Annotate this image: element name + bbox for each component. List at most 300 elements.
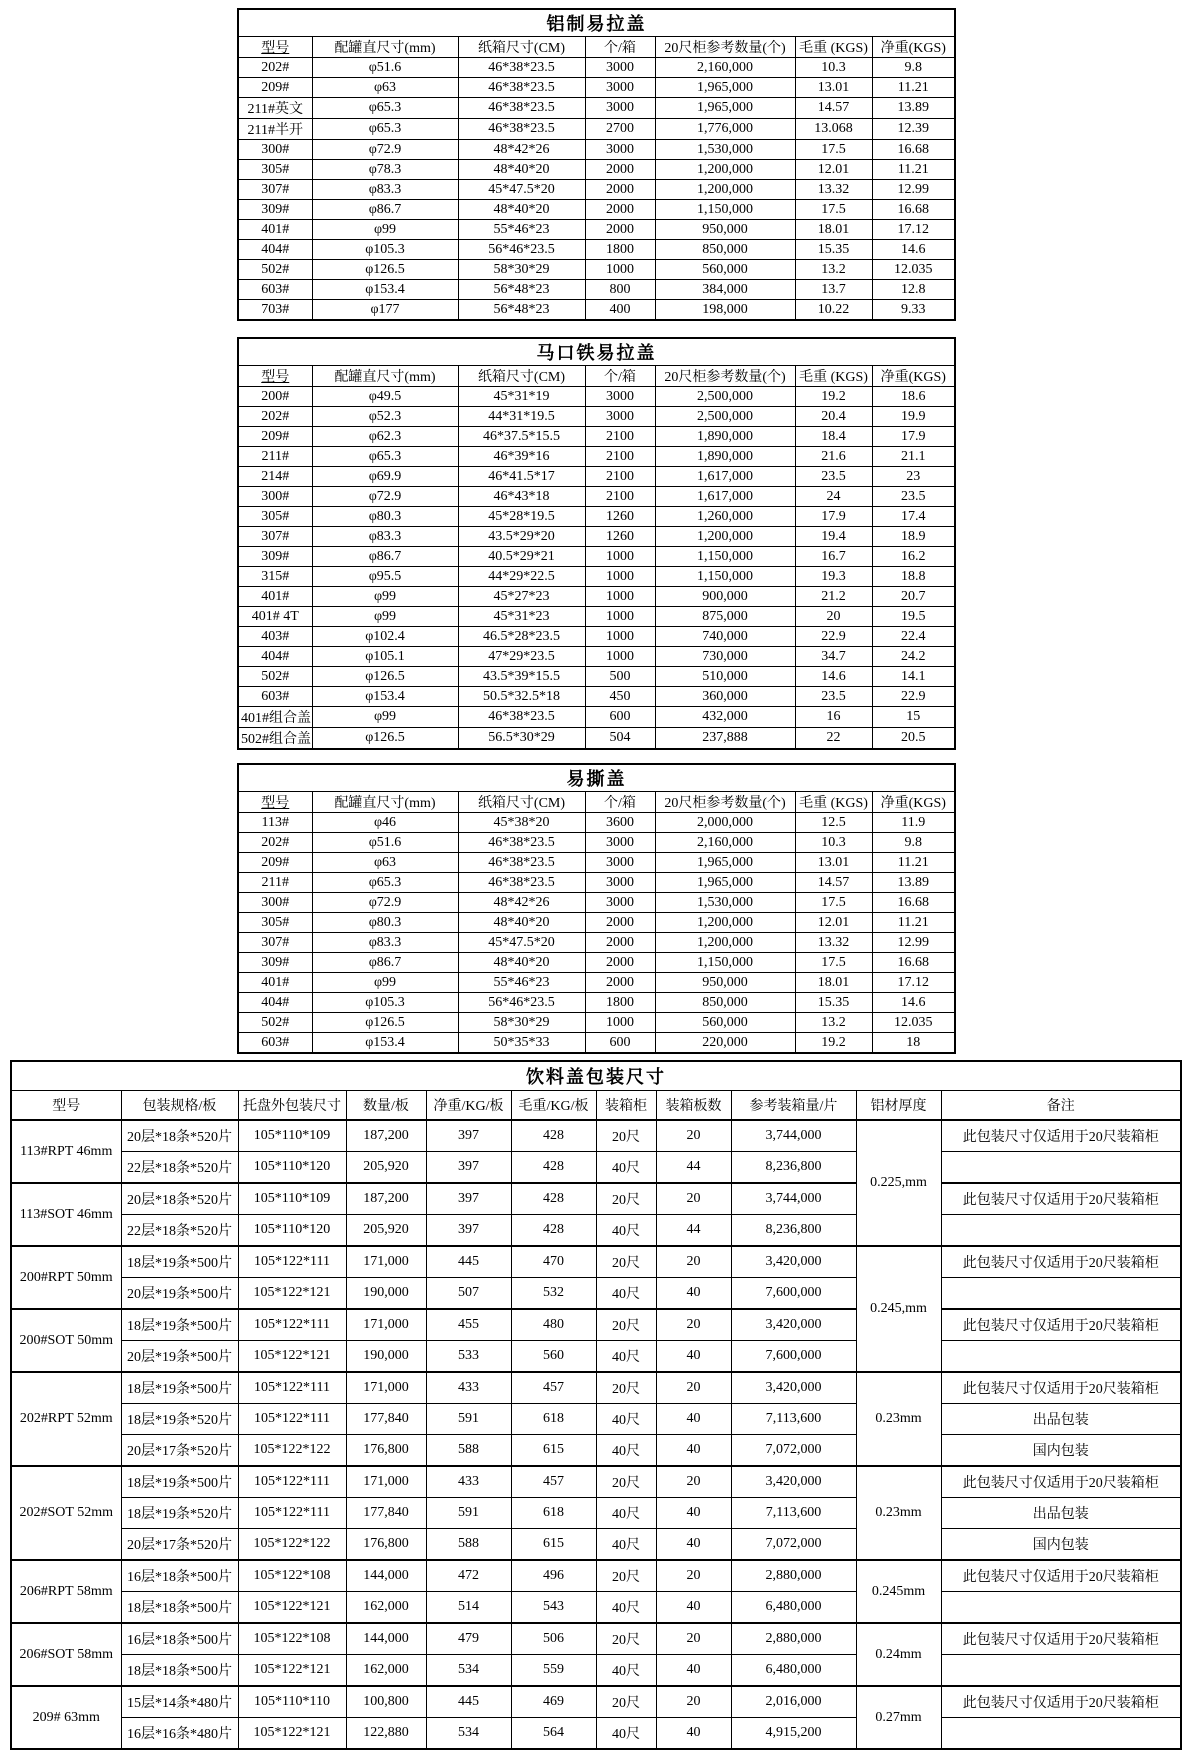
remark-cell — [941, 1341, 1181, 1373]
container-cell: 40尺 — [596, 1529, 656, 1561]
table-cell: 1800 — [585, 993, 655, 1013]
packing-row — [11, 1246, 1181, 1278]
table-cell: 307# — [238, 180, 312, 200]
table-cell: φ80.3 — [312, 507, 458, 527]
remark-cell: 出品包装 — [941, 1404, 1181, 1435]
gross-weight-cell: 564 — [511, 1718, 596, 1750]
net-weight-cell: 479 — [426, 1623, 511, 1655]
gross-weight-cell: 532 — [511, 1278, 596, 1310]
packing-row — [11, 1435, 1181, 1467]
column-header: 铝材厚度 — [856, 1091, 941, 1121]
container-cell: 40尺 — [596, 1278, 656, 1310]
table-cell: 403# — [238, 627, 312, 647]
table-cell: 2100 — [585, 447, 655, 467]
table-cell: 46*39*16 — [458, 447, 585, 467]
table-cell: 502#组合盖 — [238, 728, 312, 750]
table-row — [238, 853, 955, 873]
table-cell: 1,530,000 — [655, 893, 795, 913]
table-cell: 12.8 — [872, 280, 955, 300]
table-cell: 305# — [238, 507, 312, 527]
table-cell: 1,200,000 — [655, 933, 795, 953]
table-cell: φ126.5 — [312, 728, 458, 750]
container-cell: 20尺 — [596, 1466, 656, 1498]
table-cell: 900,000 — [655, 587, 795, 607]
table-cell: 1,965,000 — [655, 78, 795, 98]
model-cell: 113#RPT 46mm — [11, 1120, 121, 1183]
remark-cell: 此包装尺寸仅适用于20尺装箱柜 — [941, 1466, 1181, 1498]
table-cell: 17.9 — [795, 507, 872, 527]
table-row — [238, 953, 955, 973]
pallet-count-cell: 20 — [656, 1686, 731, 1718]
qty-per-pallet-cell: 171,000 — [346, 1372, 426, 1404]
table-row — [238, 140, 955, 160]
table-cell: 46*38*23.5 — [458, 707, 585, 728]
table-cell: 1000 — [585, 260, 655, 280]
spec-cell: 18层*19条*500片 — [121, 1372, 238, 1404]
table-cell: 21.2 — [795, 587, 872, 607]
packing-row — [11, 1592, 1181, 1624]
table-cell: 50*35*33 — [458, 1033, 585, 1054]
container-cell: 40尺 — [596, 1498, 656, 1529]
table-cell: 401#组合盖 — [238, 707, 312, 728]
table-cell: 1,150,000 — [655, 567, 795, 587]
table-cell: 11.9 — [872, 813, 955, 833]
table-cell: 10.3 — [795, 833, 872, 853]
table-cell: 2000 — [585, 160, 655, 180]
container-cell: 40尺 — [596, 1215, 656, 1247]
table-cell: 1,890,000 — [655, 447, 795, 467]
table-cell: 504 — [585, 728, 655, 750]
pallet-size-cell: 105*122*111 — [238, 1498, 346, 1529]
table-cell: 875,000 — [655, 607, 795, 627]
pallet-size-cell: 105*110*109 — [238, 1120, 346, 1152]
table-cell: 209# — [238, 427, 312, 447]
table-cell: 16.68 — [872, 200, 955, 220]
table-cell: 12.5 — [795, 813, 872, 833]
column-header: 毛重 (KGS) — [795, 792, 872, 813]
table-title-row — [11, 1061, 1181, 1091]
table-cell: 43.5*29*20 — [458, 527, 585, 547]
table-cell: 48*40*20 — [458, 160, 585, 180]
table-header-row — [11, 1091, 1181, 1121]
net-weight-cell: 455 — [426, 1309, 511, 1341]
column-header: 20尺柜参考数量(个) — [655, 37, 795, 58]
table-cell: φ86.7 — [312, 200, 458, 220]
remark-cell — [941, 1152, 1181, 1184]
table-cell: 13.01 — [795, 78, 872, 98]
table-cell: 13.2 — [795, 260, 872, 280]
table-cell: 309# — [238, 953, 312, 973]
table-cell: 307# — [238, 527, 312, 547]
packing-row — [11, 1655, 1181, 1687]
pallet-size-cell: 105*122*121 — [238, 1718, 346, 1750]
table-cell: φ95.5 — [312, 567, 458, 587]
table-row — [238, 547, 955, 567]
spec-cell: 20层*17条*520片 — [121, 1435, 238, 1467]
pallet-count-cell: 40 — [656, 1404, 731, 1435]
table-cell: 56.5*30*29 — [458, 728, 585, 750]
table-cell: φ86.7 — [312, 547, 458, 567]
pallet-count-cell: 20 — [656, 1309, 731, 1341]
table-header-row — [238, 366, 955, 387]
packing-row — [11, 1623, 1181, 1655]
spec-cell: 16层*18条*500片 — [121, 1560, 238, 1592]
column-header: 型号 — [238, 366, 312, 387]
table-cell: 309# — [238, 200, 312, 220]
table-cell: 3000 — [585, 833, 655, 853]
pallet-size-cell: 105*122*121 — [238, 1655, 346, 1687]
table-title: 饮料盖包装尺寸 — [11, 1061, 1181, 1091]
thickness-cell: 0.225,mm — [856, 1120, 941, 1246]
table-cell: 401# — [238, 973, 312, 993]
table-cell: 1,200,000 — [655, 160, 795, 180]
pallet-size-cell: 105*110*109 — [238, 1183, 346, 1215]
table-cell: φ99 — [312, 587, 458, 607]
table-cell: φ62.3 — [312, 427, 458, 447]
spec-cell: 20层*17条*520片 — [121, 1529, 238, 1561]
column-header: 数量/板 — [346, 1091, 426, 1121]
table-row — [238, 1033, 955, 1054]
table-cell: 45*31*23 — [458, 607, 585, 627]
table-cell: 46*38*23.5 — [458, 58, 585, 78]
table-header-row — [238, 37, 955, 58]
gross-weight-cell: 496 — [511, 1560, 596, 1592]
net-weight-cell: 433 — [426, 1372, 511, 1404]
table-cell: 237,888 — [655, 728, 795, 750]
table-row — [238, 58, 955, 78]
table-cell: 22.4 — [872, 627, 955, 647]
table-cell: 401# — [238, 587, 312, 607]
column-header: 型号 — [238, 792, 312, 813]
spec-cell: 18层*18条*500片 — [121, 1592, 238, 1624]
column-header: 净重(KGS) — [872, 37, 955, 58]
table-row — [238, 993, 955, 1013]
table-cell: 23.5 — [795, 687, 872, 707]
remark-cell: 国内包装 — [941, 1529, 1181, 1561]
table-cell: 18.8 — [872, 567, 955, 587]
container-cell: 20尺 — [596, 1623, 656, 1655]
table-cell: 1000 — [585, 627, 655, 647]
gross-weight-cell: 457 — [511, 1372, 596, 1404]
container-cell: 20尺 — [596, 1309, 656, 1341]
table-cell: 56*46*23.5 — [458, 240, 585, 260]
column-header: 毛重 (KGS) — [795, 37, 872, 58]
table-cell: 45*31*19 — [458, 387, 585, 407]
table-cell: 211# — [238, 447, 312, 467]
gross-weight-cell: 469 — [511, 1686, 596, 1718]
table-cell: 2000 — [585, 953, 655, 973]
table-row — [238, 567, 955, 587]
qty-per-pallet-cell: 144,000 — [346, 1560, 426, 1592]
table-row — [238, 387, 955, 407]
table-cell: 3000 — [585, 873, 655, 893]
table-row — [238, 300, 955, 321]
table-row — [238, 687, 955, 707]
packing-row — [11, 1529, 1181, 1561]
table-cell: 1000 — [585, 1013, 655, 1033]
table-cell: 1,617,000 — [655, 487, 795, 507]
table-cell: 800 — [585, 280, 655, 300]
column-header: 个/箱 — [585, 792, 655, 813]
spec-cell: 18层*19条*500片 — [121, 1246, 238, 1278]
table-cell: φ153.4 — [312, 280, 458, 300]
table-cell: 1,965,000 — [655, 853, 795, 873]
table-row — [238, 220, 955, 240]
table-cell: 850,000 — [655, 240, 795, 260]
table-cell: 305# — [238, 160, 312, 180]
ref-qty-cell: 3,420,000 — [731, 1372, 856, 1404]
ref-qty-cell: 3,420,000 — [731, 1466, 856, 1498]
pallet-size-cell: 105*122*121 — [238, 1592, 346, 1624]
gross-weight-cell: 559 — [511, 1655, 596, 1687]
table-cell: 600 — [585, 1033, 655, 1054]
table-cell: 24 — [795, 487, 872, 507]
ref-qty-cell: 7,072,000 — [731, 1435, 856, 1467]
table-cell: 3600 — [585, 813, 655, 833]
table-cell: 14.57 — [795, 98, 872, 119]
spec-cell: 18层*19条*520片 — [121, 1498, 238, 1529]
table-cell: 16.7 — [795, 547, 872, 567]
table-cell: 12.035 — [872, 1013, 955, 1033]
table-cell: 404# — [238, 993, 312, 1013]
pallet-size-cell: 105*122*111 — [238, 1309, 346, 1341]
ref-qty-cell: 6,480,000 — [731, 1655, 856, 1687]
model-cell: 113#SOT 46mm — [11, 1183, 121, 1246]
table-cell: 502# — [238, 667, 312, 687]
qty-per-pallet-cell: 190,000 — [346, 1341, 426, 1373]
table-row — [238, 527, 955, 547]
table-cell: φ51.6 — [312, 58, 458, 78]
table-cell: 13.89 — [872, 98, 955, 119]
pallet-size-cell: 105*122*122 — [238, 1529, 346, 1561]
table-cell: 14.6 — [795, 667, 872, 687]
gross-weight-cell: 618 — [511, 1404, 596, 1435]
table-cell: 2,160,000 — [655, 58, 795, 78]
table-cell: 17.5 — [795, 140, 872, 160]
gross-weight-cell: 618 — [511, 1498, 596, 1529]
ref-qty-cell: 7,600,000 — [731, 1278, 856, 1310]
table-cell: 16.68 — [872, 953, 955, 973]
remark-cell: 此包装尺寸仅适用于20尺装箱柜 — [941, 1686, 1181, 1718]
table-row — [238, 78, 955, 98]
container-cell: 40尺 — [596, 1435, 656, 1467]
table-cell: φ99 — [312, 707, 458, 728]
table-cell: 600 — [585, 707, 655, 728]
pallet-count-cell: 44 — [656, 1152, 731, 1184]
table-row — [238, 833, 955, 853]
table-cell: 18 — [872, 1033, 955, 1054]
table-row — [238, 728, 955, 750]
packing-row — [11, 1120, 1181, 1152]
packing-row — [11, 1498, 1181, 1529]
ref-qty-cell: 3,744,000 — [731, 1120, 856, 1152]
pallet-size-cell: 105*110*120 — [238, 1152, 346, 1184]
table-cell: 384,000 — [655, 280, 795, 300]
table-cell: 48*42*26 — [458, 140, 585, 160]
column-header: 托盘外包装尺寸 — [238, 1091, 346, 1121]
table-cell: 9.8 — [872, 58, 955, 78]
table-cell: 1,150,000 — [655, 547, 795, 567]
model-cell: 206#SOT 58mm — [11, 1623, 121, 1686]
table-cell: 55*46*23 — [458, 220, 585, 240]
table-cell: φ69.9 — [312, 467, 458, 487]
table-cell: 45*28*19.5 — [458, 507, 585, 527]
pallet-count-cell: 40 — [656, 1278, 731, 1310]
table-row — [238, 467, 955, 487]
table-cell: 2100 — [585, 427, 655, 447]
table-row — [238, 200, 955, 220]
table-cell: 22.9 — [795, 627, 872, 647]
spec-cell: 22层*18条*520片 — [121, 1215, 238, 1247]
column-header: 个/箱 — [585, 366, 655, 387]
net-weight-cell: 591 — [426, 1404, 511, 1435]
table-cell: 21.6 — [795, 447, 872, 467]
table-cell: φ72.9 — [312, 893, 458, 913]
pallet-size-cell: 105*122*108 — [238, 1623, 346, 1655]
spec-cell: 16层*18条*500片 — [121, 1623, 238, 1655]
table-cell: 401# — [238, 220, 312, 240]
table-cell: 1,150,000 — [655, 953, 795, 973]
spec-cell: 15层*14条*480片 — [121, 1686, 238, 1718]
table-cell: 11.21 — [872, 78, 955, 98]
pallet-size-cell: 105*122*111 — [238, 1372, 346, 1404]
table-cell: φ99 — [312, 973, 458, 993]
net-weight-cell: 472 — [426, 1560, 511, 1592]
table-cell: 11.21 — [872, 913, 955, 933]
table-row — [238, 407, 955, 427]
table-cell: 9.33 — [872, 300, 955, 321]
spec-cell: 20层*18条*520片 — [121, 1183, 238, 1215]
table-cell: 14.6 — [872, 240, 955, 260]
ref-qty-cell: 2,016,000 — [731, 1686, 856, 1718]
model-cell: 206#RPT 58mm — [11, 1560, 121, 1623]
table-cell: 1000 — [585, 567, 655, 587]
table-cell: 34.7 — [795, 647, 872, 667]
table-cell: 3000 — [585, 98, 655, 119]
table-cell: 19.4 — [795, 527, 872, 547]
table-cell: 20.7 — [872, 587, 955, 607]
table-header-row — [238, 792, 955, 813]
packing-row — [11, 1183, 1181, 1215]
gross-weight-cell: 506 — [511, 1623, 596, 1655]
ref-qty-cell: 8,236,800 — [731, 1152, 856, 1184]
table-cell: 214# — [238, 467, 312, 487]
table-cell: φ65.3 — [312, 119, 458, 140]
table-cell: 3000 — [585, 407, 655, 427]
column-header: 毛重/KG/板 — [511, 1091, 596, 1121]
spec-cell: 18层*19条*520片 — [121, 1404, 238, 1435]
column-header: 装箱柜 — [596, 1091, 656, 1121]
table-cell: 1000 — [585, 607, 655, 627]
table-cell: 560,000 — [655, 260, 795, 280]
table-cell: 14.1 — [872, 667, 955, 687]
spec-cell: 22层*18条*520片 — [121, 1152, 238, 1184]
spec-cell: 20层*19条*500片 — [121, 1278, 238, 1310]
table-row — [238, 813, 955, 833]
table-cell: 47*29*23.5 — [458, 647, 585, 667]
table-cell: φ65.3 — [312, 873, 458, 893]
table-cell: 48*40*20 — [458, 913, 585, 933]
packing-row — [11, 1372, 1181, 1404]
table-title: 易撕盖 — [238, 764, 955, 792]
remark-cell: 此包装尺寸仅适用于20尺装箱柜 — [941, 1246, 1181, 1278]
table-cell: 13.2 — [795, 1013, 872, 1033]
table-title-row — [238, 9, 955, 37]
thickness-cell: 0.24mm — [856, 1623, 941, 1686]
table-cell: 202# — [238, 58, 312, 78]
ref-qty-cell: 7,113,600 — [731, 1498, 856, 1529]
net-weight-cell: 591 — [426, 1498, 511, 1529]
table-cell: φ105.3 — [312, 993, 458, 1013]
qty-per-pallet-cell: 177,840 — [346, 1498, 426, 1529]
table-row — [238, 180, 955, 200]
pallet-size-cell: 105*122*121 — [238, 1341, 346, 1373]
table-cell: 19.5 — [872, 607, 955, 627]
table-cell: 1,200,000 — [655, 527, 795, 547]
remark-cell: 此包装尺寸仅适用于20尺装箱柜 — [941, 1309, 1181, 1341]
container-cell: 40尺 — [596, 1341, 656, 1373]
packing-row — [11, 1341, 1181, 1373]
gross-weight-cell: 615 — [511, 1435, 596, 1467]
table-cell: 404# — [238, 240, 312, 260]
table-title-row — [238, 338, 955, 366]
net-weight-cell: 507 — [426, 1278, 511, 1310]
net-weight-cell: 534 — [426, 1718, 511, 1750]
pallet-count-cell: 40 — [656, 1592, 731, 1624]
qty-per-pallet-cell: 205,920 — [346, 1215, 426, 1247]
table-cell: 45*38*20 — [458, 813, 585, 833]
packing-row — [11, 1309, 1181, 1341]
pallet-count-cell: 40 — [656, 1529, 731, 1561]
table-cell: φ99 — [312, 607, 458, 627]
gross-weight-cell: 480 — [511, 1309, 596, 1341]
table-cell: 46*37.5*15.5 — [458, 427, 585, 447]
pallet-count-cell: 40 — [656, 1655, 731, 1687]
table-cell: 404# — [238, 647, 312, 667]
beverage-lid-packing-table — [10, 1060, 1182, 1750]
table-cell: 19.2 — [795, 1033, 872, 1054]
table-cell: 2000 — [585, 200, 655, 220]
table-cell: 3000 — [585, 58, 655, 78]
container-cell: 20尺 — [596, 1183, 656, 1215]
column-header: 20尺柜参考数量(个) — [655, 366, 795, 387]
table-row — [238, 667, 955, 687]
qty-per-pallet-cell: 176,800 — [346, 1529, 426, 1561]
table-cell: φ83.3 — [312, 527, 458, 547]
packing-row — [11, 1278, 1181, 1310]
spec-cell: 18层*19条*500片 — [121, 1309, 238, 1341]
table-cell: 200# — [238, 387, 312, 407]
table-cell: 13.89 — [872, 873, 955, 893]
table-cell: 44*31*19.5 — [458, 407, 585, 427]
remark-cell — [941, 1592, 1181, 1624]
column-header: 净重/KG/板 — [426, 1091, 511, 1121]
table-cell: 3000 — [585, 140, 655, 160]
table-cell: 16 — [795, 707, 872, 728]
table-cell: φ72.9 — [312, 140, 458, 160]
table-cell: φ86.7 — [312, 953, 458, 973]
table-cell: 1,200,000 — [655, 913, 795, 933]
table-cell: 12.01 — [795, 160, 872, 180]
ref-qty-cell: 8,236,800 — [731, 1215, 856, 1247]
table-cell: 58*30*29 — [458, 1013, 585, 1033]
table-cell: 1000 — [585, 647, 655, 667]
table-cell: 560,000 — [655, 1013, 795, 1033]
table-cell: 19.3 — [795, 567, 872, 587]
spec-cell: 18层*19条*500片 — [121, 1466, 238, 1498]
qty-per-pallet-cell: 171,000 — [346, 1246, 426, 1278]
net-weight-cell: 588 — [426, 1529, 511, 1561]
